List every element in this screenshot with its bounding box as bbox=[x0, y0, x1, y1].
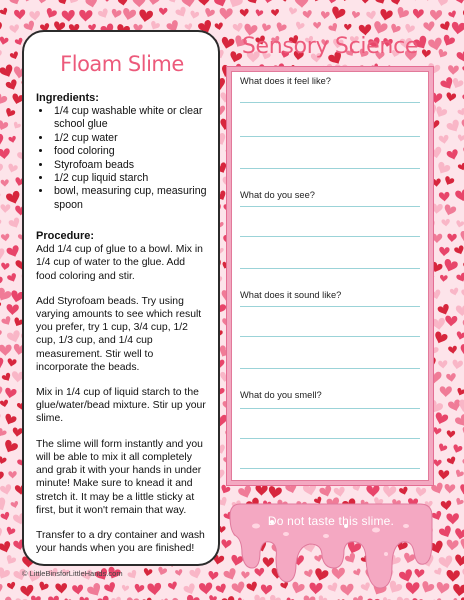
heart-icon bbox=[0, 219, 1, 227]
heart-icon bbox=[3, 413, 17, 427]
heart-icon bbox=[30, 595, 41, 600]
heart-icon bbox=[6, 245, 21, 259]
heart-icon bbox=[0, 357, 6, 371]
heart-icon bbox=[219, 8, 233, 20]
question-sound: What does it sound like? bbox=[240, 290, 342, 300]
heart-icon bbox=[199, 582, 213, 595]
heart-icon bbox=[399, 486, 409, 496]
heart-icon bbox=[459, 230, 464, 243]
heart-icon bbox=[221, 595, 237, 600]
heart-icon bbox=[446, 373, 457, 383]
heart-icon bbox=[449, 287, 459, 296]
heart-icon bbox=[454, 245, 464, 256]
heart-icon bbox=[133, 583, 144, 594]
heart-icon bbox=[232, 22, 243, 32]
copyright-notice: © LittleBinsforLittleHands.com bbox=[22, 569, 123, 578]
heart-icon bbox=[0, 470, 4, 482]
procedure-step: The slime will form instantly and you will be able to mix it all completely and grab it with your hands in under minute! Make sure to knead it and stretch it. It may be a little sticky at first, but it won't remain that way. bbox=[36, 438, 203, 516]
heart-icon bbox=[138, 9, 154, 23]
heart-icon bbox=[8, 136, 17, 144]
heart-icon bbox=[366, 10, 377, 20]
heart-icon bbox=[246, 0, 260, 6]
heart-icon bbox=[22, 0, 33, 3]
heart-icon bbox=[0, 386, 4, 398]
heart-icon bbox=[440, 275, 448, 282]
heart-icon bbox=[7, 163, 19, 174]
ingredient-item: • food coloring bbox=[52, 145, 208, 158]
heart-icon bbox=[4, 554, 17, 566]
heart-icon bbox=[6, 304, 19, 315]
heart-icon bbox=[0, 413, 1, 421]
heart-icon bbox=[320, 11, 330, 20]
heart-icon bbox=[0, 7, 9, 16]
answer-line[interactable] bbox=[240, 168, 420, 169]
heart-icon bbox=[458, 538, 464, 551]
heart-icon bbox=[458, 484, 464, 496]
heart-icon bbox=[443, 175, 455, 186]
heart-icon bbox=[448, 346, 458, 355]
heart-icon bbox=[263, 0, 274, 4]
answer-line[interactable] bbox=[240, 236, 420, 237]
heart-icon bbox=[395, 6, 410, 21]
heart-icon bbox=[0, 120, 9, 132]
heart-icon bbox=[446, 430, 455, 438]
heart-icon bbox=[303, 595, 316, 600]
heart-icon bbox=[454, 469, 464, 479]
heart-icon bbox=[457, 134, 464, 142]
heart-icon bbox=[446, 119, 462, 135]
heart-icon bbox=[66, 0, 79, 6]
heart-icon bbox=[0, 496, 9, 513]
heart-icon bbox=[183, 583, 197, 597]
heart-icon bbox=[6, 272, 18, 283]
heart-icon bbox=[9, 0, 22, 7]
heart-icon bbox=[454, 554, 464, 567]
heart-icon bbox=[147, 583, 162, 596]
heart-icon bbox=[0, 248, 6, 261]
heart-icon bbox=[457, 162, 464, 171]
heart-icon bbox=[454, 528, 464, 541]
heart-icon bbox=[208, 571, 219, 581]
ingredient-item: • Styrofoam beads bbox=[52, 159, 208, 172]
heart-icon bbox=[328, 22, 340, 33]
heart-icon bbox=[1, 233, 10, 241]
heart-icon bbox=[58, 0, 69, 6]
heart-icon bbox=[6, 329, 22, 344]
heart-icon bbox=[0, 345, 12, 357]
heart-icon bbox=[313, 22, 321, 29]
recipe-title: Floam Slime bbox=[60, 52, 184, 76]
heart-icon bbox=[438, 525, 454, 540]
question-see: What do you see? bbox=[240, 190, 315, 200]
answer-line[interactable] bbox=[240, 336, 420, 337]
heart-icon bbox=[0, 64, 15, 80]
heart-icon bbox=[381, 597, 392, 600]
ingredients-heading: Ingredients: bbox=[36, 92, 99, 104]
heart-icon bbox=[404, 23, 416, 34]
heart-icon bbox=[0, 567, 11, 582]
heart-icon bbox=[121, 585, 129, 592]
heart-icon bbox=[197, 0, 210, 6]
heart-icon bbox=[281, 0, 289, 2]
heart-icon bbox=[168, 0, 178, 4]
heart-icon bbox=[295, 0, 309, 8]
heart-icon bbox=[455, 189, 464, 203]
slime-warning-banner bbox=[226, 496, 436, 592]
heart-icon bbox=[0, 427, 7, 438]
heart-icon bbox=[441, 34, 456, 48]
heart-icon bbox=[0, 133, 6, 148]
heart-icon bbox=[118, 0, 129, 6]
heart-icon bbox=[302, 10, 312, 19]
heart-icon bbox=[351, 11, 361, 20]
heart-icon bbox=[0, 189, 1, 202]
heart-icon bbox=[340, 0, 351, 2]
heart-icon bbox=[440, 21, 452, 33]
heart-icon bbox=[110, 8, 122, 19]
heart-icon bbox=[430, 10, 442, 21]
heart-icon bbox=[103, 0, 112, 2]
heart-icon bbox=[390, 0, 401, 6]
heart-icon bbox=[409, 0, 420, 2]
heart-icon bbox=[111, 596, 122, 600]
heart-icon bbox=[189, 567, 203, 580]
heart-icon bbox=[185, 594, 201, 600]
heart-icon bbox=[29, 11, 40, 21]
heart-icon bbox=[79, 597, 89, 600]
heart-icon bbox=[436, 48, 448, 59]
heart-icon bbox=[452, 359, 464, 370]
heart-icon bbox=[255, 9, 264, 17]
heart-icon bbox=[439, 247, 450, 257]
heart-icon bbox=[85, 0, 99, 9]
heart-icon bbox=[446, 539, 459, 550]
heart-icon bbox=[1, 315, 13, 327]
heart-icon bbox=[457, 108, 464, 117]
question-smell: What do you smell? bbox=[240, 390, 322, 400]
heart-icon bbox=[446, 513, 459, 524]
heart-icon bbox=[456, 50, 464, 63]
heart-icon bbox=[86, 582, 104, 599]
heart-icon bbox=[214, 22, 223, 30]
heart-icon bbox=[175, 569, 183, 577]
heart-icon bbox=[423, 21, 436, 32]
sensory-science-title: Sensory Science bbox=[241, 34, 419, 59]
heart-icon bbox=[461, 426, 464, 436]
heart-icon bbox=[0, 36, 9, 45]
heart-icon bbox=[157, 566, 168, 576]
heart-icon bbox=[438, 360, 448, 369]
slime-warning-text: Do not taste this slime. bbox=[267, 514, 395, 528]
heart-icon bbox=[0, 274, 3, 288]
heart-icon bbox=[79, 10, 93, 22]
heart-icon bbox=[255, 485, 267, 496]
heart-icon bbox=[0, 21, 3, 34]
heart-icon bbox=[412, 9, 424, 19]
heart-icon bbox=[0, 484, 13, 496]
heart-icon bbox=[433, 459, 442, 467]
heart-icon bbox=[7, 582, 17, 591]
heart-icon bbox=[446, 570, 460, 582]
heart-icon bbox=[2, 439, 19, 455]
heart-icon bbox=[1, 372, 12, 383]
answer-line[interactable] bbox=[240, 206, 420, 207]
heart-icon bbox=[0, 456, 7, 465]
heart-icon bbox=[441, 219, 450, 227]
heart-icon bbox=[439, 76, 455, 92]
heart-icon bbox=[434, 412, 449, 426]
heart-icon bbox=[147, 0, 161, 6]
heart-icon bbox=[143, 568, 153, 577]
heart-icon bbox=[446, 456, 457, 466]
answer-line[interactable] bbox=[240, 468, 420, 469]
heart-icon bbox=[435, 582, 450, 595]
heart-icon bbox=[448, 65, 459, 75]
heart-icon bbox=[437, 303, 451, 317]
heart-icon bbox=[0, 399, 9, 408]
heart-icon bbox=[445, 92, 456, 102]
heart-icon bbox=[9, 51, 19, 61]
heart-icon bbox=[61, 10, 75, 22]
heart-icon bbox=[0, 287, 12, 304]
heart-icon bbox=[0, 596, 15, 600]
heart-icon bbox=[159, 8, 168, 16]
slime-drip-shape bbox=[226, 496, 436, 592]
heart-icon bbox=[14, 9, 26, 19]
heart-icon bbox=[0, 77, 1, 92]
heart-icon bbox=[445, 316, 458, 327]
ingredient-item: • 1/4 cup washable white or clear school glue bbox=[52, 105, 208, 132]
heart-icon bbox=[0, 50, 2, 59]
heart-icon bbox=[448, 10, 458, 19]
heart-icon bbox=[72, 584, 84, 595]
heart-icon bbox=[4, 107, 16, 118]
heart-icon bbox=[10, 501, 19, 509]
heart-icon bbox=[438, 135, 449, 145]
heart-icon bbox=[0, 540, 13, 554]
heart-icon bbox=[438, 555, 454, 570]
heart-icon bbox=[330, 6, 346, 21]
heart-icon bbox=[0, 444, 1, 454]
heart-icon bbox=[0, 161, 4, 176]
heart-icon bbox=[396, 596, 410, 600]
heart-icon bbox=[103, 581, 117, 594]
heart-icon bbox=[121, 7, 136, 21]
heart-icon bbox=[454, 413, 464, 429]
heart-icon bbox=[267, 594, 281, 600]
heart-icon bbox=[452, 584, 464, 597]
heart-icon bbox=[5, 526, 16, 536]
sensory-worksheet-frame bbox=[226, 66, 434, 486]
heart-icon bbox=[288, 7, 297, 16]
heart-icon bbox=[240, 9, 250, 18]
heart-icon bbox=[0, 302, 1, 309]
heart-icon bbox=[7, 358, 17, 367]
procedure-heading: Procedure: bbox=[36, 230, 95, 243]
heart-icon bbox=[97, 8, 110, 20]
heart-icon bbox=[167, 581, 178, 591]
heart-icon bbox=[132, 0, 145, 7]
ingredient-item: • 1/2 cup liquid starch bbox=[52, 172, 208, 185]
heart-icon bbox=[436, 0, 448, 7]
heart-icon bbox=[0, 204, 10, 213]
heart-icon bbox=[447, 234, 457, 243]
heart-icon bbox=[456, 272, 464, 283]
heart-icon bbox=[316, 595, 328, 600]
heart-icon bbox=[1, 179, 10, 187]
heart-icon bbox=[441, 500, 452, 510]
heart-icon bbox=[0, 527, 5, 541]
heart-icon bbox=[5, 79, 19, 92]
heart-icon bbox=[0, 148, 10, 159]
heart-icon bbox=[203, 7, 215, 18]
heart-icon bbox=[456, 305, 464, 316]
heart-icon bbox=[175, 6, 189, 19]
ingredients-list bbox=[36, 105, 208, 212]
heart-icon bbox=[433, 331, 449, 346]
heart-icon bbox=[271, 9, 280, 17]
heart-icon bbox=[189, 10, 199, 20]
heart-icon bbox=[8, 217, 22, 230]
heart-icon bbox=[454, 497, 464, 507]
heart-icon bbox=[252, 594, 266, 600]
heart-icon bbox=[442, 258, 458, 273]
ingredient-item: • 1/2 cup water bbox=[52, 132, 208, 145]
heart-icon bbox=[0, 104, 1, 119]
heart-icon bbox=[295, 21, 306, 31]
procedure-steps bbox=[36, 243, 208, 555]
heart-icon bbox=[5, 190, 22, 206]
answer-line[interactable] bbox=[240, 368, 420, 369]
answer-line[interactable] bbox=[240, 306, 420, 307]
heart-icon bbox=[48, 596, 60, 600]
heart-icon bbox=[1, 262, 10, 270]
heart-icon bbox=[274, 22, 287, 34]
heart-icon bbox=[379, 9, 393, 22]
heart-icon bbox=[446, 149, 460, 162]
procedure-step: Transfer to a dry container and wash your hands when you are finished! bbox=[36, 529, 205, 555]
answer-line[interactable] bbox=[240, 268, 420, 269]
heart-icon bbox=[44, 7, 57, 20]
heart-icon bbox=[327, 0, 337, 4]
heart-icon bbox=[127, 569, 139, 580]
answer-line[interactable] bbox=[240, 102, 420, 103]
heart-icon bbox=[4, 387, 17, 399]
answer-line[interactable] bbox=[240, 136, 420, 137]
heart-icon bbox=[353, 595, 365, 600]
answer-line[interactable] bbox=[240, 408, 420, 409]
heart-icon bbox=[8, 471, 16, 478]
ingredient-item: • bowl, measuring cup, measuring spoon bbox=[52, 185, 208, 212]
heart-icon bbox=[444, 484, 455, 494]
heart-icon bbox=[435, 161, 451, 176]
heart-icon bbox=[213, 0, 228, 9]
heart-icon bbox=[0, 511, 11, 521]
answer-line[interactable] bbox=[240, 438, 420, 439]
heart-icon bbox=[96, 595, 111, 600]
heart-icon bbox=[450, 77, 464, 90]
heart-icon bbox=[9, 24, 20, 34]
heart-icon bbox=[374, 0, 387, 6]
heart-icon bbox=[12, 121, 22, 130]
heart-icon bbox=[344, 24, 351, 30]
heart-icon bbox=[37, 581, 49, 592]
heart-icon bbox=[261, 23, 272, 33]
recipe-card bbox=[22, 30, 220, 566]
heart-icon bbox=[440, 386, 452, 397]
procedure-step: Mix in 1/4 cup of liquid starch to the glue/water/bead mixture. Stir up your slime. bbox=[36, 387, 206, 425]
heart-icon bbox=[455, 331, 464, 341]
sensory-worksheet bbox=[231, 71, 429, 481]
heart-icon bbox=[0, 92, 8, 107]
heart-icon bbox=[438, 470, 449, 480]
procedure-step: Add 1/4 cup of glue to a bowl. Mix in 1/4 cup of water to the glue. Add food coloring and stir. bbox=[36, 244, 203, 282]
heart-icon bbox=[0, 583, 4, 594]
heart-icon bbox=[361, 0, 369, 4]
heart-icon bbox=[37, 0, 47, 4]
heart-icon bbox=[55, 583, 67, 594]
question-feel: What does it feel like? bbox=[240, 76, 331, 86]
heart-icon bbox=[439, 192, 450, 202]
heart-icon bbox=[451, 22, 464, 36]
procedure-step: Add Styrofoam beads. Try using varying amounts to see which result you prefer, try 1 cup, 3/4 cup, 1/2 cup, 1/3 cup, and 1/4 cup measurement. Stir well to incorporate the beads. bbox=[36, 295, 202, 373]
heart-icon bbox=[437, 443, 448, 453]
heart-icon bbox=[456, 387, 464, 397]
heart-icon bbox=[208, 595, 217, 600]
heart-icon bbox=[455, 220, 464, 229]
heart-icon bbox=[452, 444, 463, 455]
heart-icon bbox=[454, 0, 464, 5]
heart-icon bbox=[312, 0, 322, 3]
heart-icon bbox=[20, 585, 34, 598]
heart-icon bbox=[443, 204, 457, 217]
heart-icon bbox=[424, 0, 432, 1]
heart-icon bbox=[459, 344, 464, 359]
heart-icon bbox=[0, 330, 2, 337]
